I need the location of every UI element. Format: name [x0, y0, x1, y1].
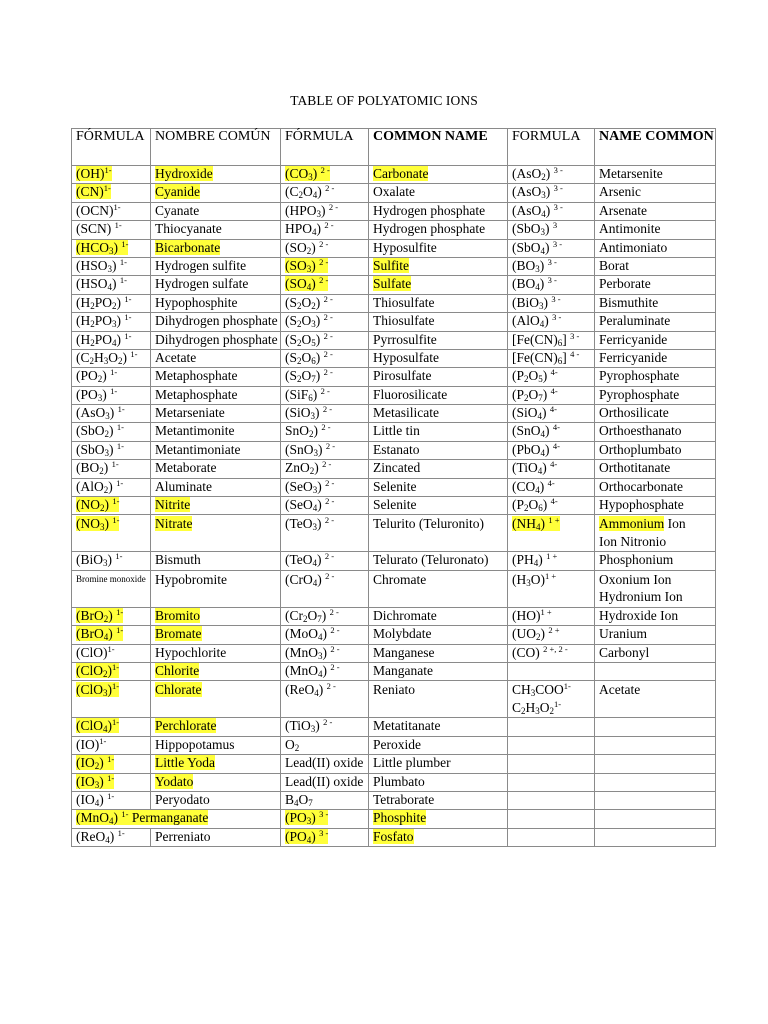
cell-formula-3: (AsO$_4$) $^{3 -}$: [508, 202, 595, 220]
document-title: TABLE OF POLYATOMIC IONS: [290, 93, 478, 108]
table-row: [72, 386, 716, 404]
cell-name: Acetate: [151, 349, 281, 367]
table-row: [72, 257, 716, 275]
cell-formula-3: (SbO$_4$) $^{3 -}$: [508, 239, 595, 257]
cell-name: Metaphosphate: [151, 386, 281, 404]
cell-name: Peryodato: [151, 791, 281, 809]
cell-formula: (SCN) $^{1-}$: [72, 221, 151, 239]
cell-formula-3: (AlO$_4$) $^{3 -}$: [508, 313, 595, 331]
cell-formula-2: $(SO_2)$ $^{2 -}$: [281, 239, 369, 257]
cell-name: Little Yoda: [151, 755, 281, 773]
cell-formula: $(PO_3)$ $^{1-}$: [72, 386, 151, 404]
cell-common-name: Telurito (Teluronito): [369, 515, 508, 552]
cell-common-name: Fluorosilicate: [369, 386, 508, 404]
cell-name: Metaborate: [151, 460, 281, 478]
table-row: [72, 626, 716, 644]
cell-formula-2: $(PO_4)$ $^{3 -}$: [281, 828, 369, 846]
cell-formula: $(C_2H_3O_2)$ $^{1-}$: [72, 349, 151, 367]
cell-formula-2: Lead(II) oxide: [281, 755, 369, 773]
cell-common-name: Pirosulfate: [369, 368, 508, 386]
table-row: [72, 478, 716, 496]
cell-name: Bicarbonate: [151, 239, 281, 257]
table-row: [72, 423, 716, 441]
cell-name: Yodato: [151, 773, 281, 791]
cell-name: Dihydrogen phosphate: [151, 331, 281, 349]
cell-name-common: [595, 773, 716, 791]
cell-name-common: Orthoplumbato: [595, 441, 716, 459]
cell-name: Hypobromite: [151, 570, 281, 607]
cell-formula-3: (SbO$_3$) $^3$: [508, 221, 595, 239]
cell-common-name: Phosphite: [369, 810, 508, 828]
cell-formula-2: SnO$_2$) $^{2 -}$: [281, 423, 369, 441]
cell-name-common: Arsenate: [595, 202, 716, 220]
cell-formula-3: [508, 736, 595, 754]
cell-formula: (OCN)$^{1-}$: [72, 202, 151, 220]
cell-formula-3: [508, 755, 595, 773]
cell-formula: $(IO_2)$ $^{1-}$: [72, 755, 151, 773]
cell-name: Cyanate: [151, 202, 281, 220]
cell-formula-2: $O_2$: [281, 736, 369, 754]
cell-common-name: Metasilicate: [369, 405, 508, 423]
cell-formula-3: $(BO_3)$ $^{3 -}$: [508, 257, 595, 275]
table-row: [72, 755, 716, 773]
cell-name: Aluminate: [151, 478, 281, 496]
cell-name: Bromito: [151, 607, 281, 625]
table-row: [72, 681, 716, 718]
cell-common-name: Fosfato: [369, 828, 508, 846]
cell-formula-2: $(S_2O_5)$ $^{2 -}$: [281, 331, 369, 349]
cell-name-common: Peraluminate: [595, 313, 716, 331]
cell-formula: (BrO$_4$) $^{1-}$: [72, 626, 151, 644]
cell-common-name: Sulfite: [369, 257, 508, 275]
cell-formula: (ReO$_4$) $^{1-}$: [72, 828, 151, 846]
cell-formula-2: $(PO_3)$ $^{3 -}$: [281, 810, 369, 828]
cell-common-name: Thiosulfate: [369, 313, 508, 331]
cell-formula-2: (TiO$_3$) $^{2 -}$: [281, 718, 369, 736]
table-row: [72, 810, 716, 828]
cell-formula-2: $B_4O_7$: [281, 791, 369, 809]
cell-formula-3: [508, 828, 595, 846]
cell-formula: (SbO$_2$) $^{1-}$: [72, 423, 151, 441]
cell-name-common: Orthoesthanato: [595, 423, 716, 441]
cell-formula-3: $(PH_4)$ $^{1 +}$: [508, 552, 595, 570]
cell-formula: (MnO$_4$) $^{1-}$ Permanganate: [72, 810, 281, 828]
cell-name: Dihydrogen phosphate: [151, 313, 281, 331]
cell-common-name: Sulfate: [369, 276, 508, 294]
cell-name-common: Pyrophosphate: [595, 368, 716, 386]
cell-name-common: Hydroxide Ion: [595, 607, 716, 625]
cell-formula-2: $(S_2O_7)$ $^{2 -}$: [281, 368, 369, 386]
cell-name-common: [595, 791, 716, 809]
cell-name-common: Orthocarbonate: [595, 478, 716, 496]
table-row: [72, 460, 716, 478]
cell-formula-2: (SiO$_3$) $^{2 -}$: [281, 405, 369, 423]
cell-name-common: [595, 718, 716, 736]
cell-formula: $(H_2PO_4)$ $^{1-}$: [72, 331, 151, 349]
cell-name: Bromate: [151, 626, 281, 644]
table-row: [72, 736, 716, 754]
table-row: [72, 184, 716, 202]
cell-formula-3: $(NH_4)$ $^{1 +}$: [508, 515, 595, 552]
cell-name-common: Uranium: [595, 626, 716, 644]
cell-common-name: Selenite: [369, 478, 508, 496]
cell-formula-3: $(BO_4)$ $^{3 -}$: [508, 276, 595, 294]
cell-common-name: Plumbato: [369, 773, 508, 791]
table-row: [72, 607, 716, 625]
cell-formula-3: (HO)$^{1 +}$: [508, 607, 595, 625]
cell-formula-2: (CrO$_4$) $^{2 -}$: [281, 570, 369, 607]
cell-formula: $(ClO_2)^{1-}$: [72, 662, 151, 680]
cell-name-common: [595, 662, 716, 680]
header-common-name: COMMON NAME: [369, 129, 508, 166]
header-name-common: NAME COMMON: [595, 129, 716, 166]
table-row: [72, 202, 716, 220]
cell-common-name: Zincated: [369, 460, 508, 478]
cell-formula-2: (MoO$_4$) $^{2 -}$: [281, 626, 369, 644]
cell-formula-3: [508, 791, 595, 809]
cell-formula-3: $(H_3O)^{1 +}$: [508, 570, 595, 607]
cell-formula: $(HSO_4)$ $^{1-}$: [72, 276, 151, 294]
cell-formula: (AsO$_3$) $^{1-}$: [72, 405, 151, 423]
cell-formula-3: $(UO_2)$ $^{2 +}$: [508, 626, 595, 644]
cell-name: Chlorite: [151, 662, 281, 680]
cell-formula: (AlO$_2$) $^{1-}$: [72, 478, 151, 496]
cell-name-common: Antimonite: [595, 221, 716, 239]
table-row: [72, 313, 716, 331]
cell-common-name: Oxalate: [369, 184, 508, 202]
cell-formula-3: [508, 718, 595, 736]
cell-formula: $(ClO_3)^{1-}$: [72, 681, 151, 718]
cell-formula-3: (CO) $^{2 +, 2 -}$: [508, 644, 595, 662]
cell-name-common: Antimoniato: [595, 239, 716, 257]
cell-name: Hippopotamus: [151, 736, 281, 754]
cell-formula-2: $(CO_3)$ $^{2 -}$: [281, 166, 369, 184]
table-row: [72, 791, 716, 809]
cell-name-common: Carbonyl: [595, 644, 716, 662]
table-row: [72, 166, 716, 184]
cell-common-name: Molybdate: [369, 626, 508, 644]
table-row: [72, 552, 716, 570]
cell-formula-3: (TiO$_4$) $^{4-}$: [508, 460, 595, 478]
cell-common-name: Hydrogen phosphate: [369, 221, 508, 239]
cell-common-name: Carbonate: [369, 166, 508, 184]
cell-name-common: Phosphonium: [595, 552, 716, 570]
cell-formula-3: $CH_3COO^{1-}$ $C_2H_3O_2^{1-}$: [508, 681, 595, 718]
cell-formula: $(H_2PO_3)$ $^{1-}$: [72, 313, 151, 331]
cell-formula-3: (PbO$_4$) $^{4-}$: [508, 441, 595, 459]
cell-name: Thiocyanate: [151, 221, 281, 239]
table-row: [72, 331, 716, 349]
table-header-row: [72, 129, 716, 166]
cell-name: Bismuth: [151, 552, 281, 570]
cell-name: Hypophosphite: [151, 294, 281, 312]
cell-formula: (ClO)$^{1-}$: [72, 644, 151, 662]
cell-formula: $(NO_3)$ $^{1-}$: [72, 515, 151, 552]
cell-formula-2: (SnO$_3$) $^{2 -}$: [281, 441, 369, 459]
cell-name-common: Metarsenite: [595, 166, 716, 184]
table-row: [72, 405, 716, 423]
cell-formula: $(BO_2)$ $^{1-}$: [72, 460, 151, 478]
cell-formula-2: $HPO_4$) $^{2 -}$: [281, 221, 369, 239]
cell-name: Hypochlorite: [151, 644, 281, 662]
cell-name-common: Ferricyanide: [595, 349, 716, 367]
cell-formula: Bromine monoxide: [72, 570, 151, 607]
cell-common-name: Peroxide: [369, 736, 508, 754]
cell-name-common: Orthosilicate: [595, 405, 716, 423]
cell-formula-2: $(SO_3)$ $^{2 -}$: [281, 257, 369, 275]
cell-formula: (OH)$^{1-}$: [72, 166, 151, 184]
cell-common-name: Hyposulfate: [369, 349, 508, 367]
cell-formula-3: (AsO$_2$) $^{3 -}$: [508, 166, 595, 184]
cell-formula: (CN)$^{1-}$: [72, 184, 151, 202]
cell-name-common: [595, 810, 716, 828]
cell-formula: $(HSO_3)$ $^{1-}$: [72, 257, 151, 275]
cell-common-name: Little tin: [369, 423, 508, 441]
table-row: [72, 349, 716, 367]
cell-name-common: Pyrophosphate: [595, 386, 716, 404]
cell-formula-3: [508, 810, 595, 828]
cell-name: Metaphosphate: [151, 368, 281, 386]
header-formula-es: FÓRMULA: [72, 129, 151, 166]
cell-formula-3: $(P_2O_5)$ $^{4-}$: [508, 368, 595, 386]
cell-formula-2: (SeO$_4$) $^{2 -}$: [281, 497, 369, 515]
cell-name-common: Borat: [595, 257, 716, 275]
cell-name: Cyanide: [151, 184, 281, 202]
cell-formula: $(HCO_3)$ $^{1-}$: [72, 239, 151, 257]
cell-formula-2: (SeO$_3$) $^{2 -}$: [281, 478, 369, 496]
cell-formula: $(PO_2)$ $^{1-}$: [72, 368, 151, 386]
cell-name: Hydroxide: [151, 166, 281, 184]
table-row: [72, 718, 716, 736]
cell-common-name: Reniato: [369, 681, 508, 718]
cell-name-common: Hypophosphate: [595, 497, 716, 515]
cell-formula-2: ZnO$_2$) $^{2 -}$: [281, 460, 369, 478]
cell-formula-2: $(S_2O_6)$ $^{2 -}$: [281, 349, 369, 367]
cell-name: Perchlorate: [151, 718, 281, 736]
cell-name-common: Orthotitanate: [595, 460, 716, 478]
table-row: [72, 644, 716, 662]
cell-name-common: Acetate: [595, 681, 716, 718]
cell-formula-2: $(SO_4)$ $^{2 -}$: [281, 276, 369, 294]
table-row: [72, 221, 716, 239]
table-row: [72, 570, 716, 607]
cell-name-common: Ferricyanide: [595, 331, 716, 349]
cell-formula-3: $[Fe(CN)_6]$ $^{4 -}$: [508, 349, 595, 367]
cell-name-common: [595, 828, 716, 846]
cell-name: Nitrite: [151, 497, 281, 515]
polyatomic-ions-table: [71, 128, 716, 847]
table-row: [72, 497, 716, 515]
cell-formula-2: (ReO$_4$) $^{2 -}$: [281, 681, 369, 718]
cell-formula-2: (SiF$_6$) $^{2 -}$: [281, 386, 369, 404]
cell-common-name: Pyrrosulfite: [369, 331, 508, 349]
cell-common-name: Metatitanate: [369, 718, 508, 736]
table-row: [72, 662, 716, 680]
cell-common-name: Little plumber: [369, 755, 508, 773]
cell-common-name: Estanato: [369, 441, 508, 459]
cell-name-common: Ammonium Ion Ion Nitronio: [595, 515, 716, 552]
table-row: [72, 515, 716, 552]
table-row: [72, 276, 716, 294]
cell-name: Metarseniate: [151, 405, 281, 423]
cell-formula: $(ClO_4)^{1-}$: [72, 718, 151, 736]
cell-formula-2: (MnO$_3$) $^{2 -}$: [281, 644, 369, 662]
cell-formula-3: (BiO$_3$) $^{3 -}$: [508, 294, 595, 312]
cell-formula-2: Lead(II) oxide: [281, 773, 369, 791]
cell-common-name: Selenite: [369, 497, 508, 515]
cell-common-name: Dichromate: [369, 607, 508, 625]
cell-common-name: Telurato (Teluronato): [369, 552, 508, 570]
cell-common-name: Thiosulfate: [369, 294, 508, 312]
cell-formula: $(IO_4)$ $^{1-}$: [72, 791, 151, 809]
table-row: [72, 828, 716, 846]
cell-formula-2: $(Cr_2O_7)$ $^{2 -}$: [281, 607, 369, 625]
cell-formula-2: $(HPO_3)$ $^{2 -}$: [281, 202, 369, 220]
cell-formula-2: (MnO$_4$) $^{2 -}$: [281, 662, 369, 680]
cell-common-name: Hydrogen phosphate: [369, 202, 508, 220]
cell-formula: $(NO_2)$ $^{1-}$: [72, 497, 151, 515]
cell-common-name: Manganese: [369, 644, 508, 662]
cell-formula-3: (AsO$_3$) $^{3 -}$: [508, 184, 595, 202]
cell-formula-3: $(P_2O_7)$ $^{4-}$: [508, 386, 595, 404]
table-row: [72, 294, 716, 312]
cell-formula: $(H_2PO_2)$ $^{1-}$: [72, 294, 151, 312]
table-body: [72, 129, 716, 847]
cell-name: Perreniato: [151, 828, 281, 846]
header-common-name-es: NOMBRE COMÚN: [151, 129, 281, 166]
cell-name-common: Oxonium Ion Hydronium Ion: [595, 570, 716, 607]
cell-name: Hydrogen sulfate: [151, 276, 281, 294]
cell-formula: (SbO$_3$) $^{1-}$: [72, 441, 151, 459]
cell-name: Chlorate: [151, 681, 281, 718]
cell-common-name: Chromate: [369, 570, 508, 607]
cell-formula-3: [508, 662, 595, 680]
cell-formula-3: (SiO$_4$) $^{4-}$: [508, 405, 595, 423]
cell-name-common: [595, 736, 716, 754]
cell-common-name: Hyposulfite: [369, 239, 508, 257]
cell-formula: (BiO$_3$) $^{1-}$: [72, 552, 151, 570]
cell-name: Metantimonite: [151, 423, 281, 441]
cell-formula: (BrO$_2$) $^{1-}$: [72, 607, 151, 625]
cell-name: Metantimoniate: [151, 441, 281, 459]
cell-formula-2: $(C_2O_4)$ $^{2 -}$: [281, 184, 369, 202]
cell-formula: (IO)$^{1-}$: [72, 736, 151, 754]
cell-name: Hydrogen sulfite: [151, 257, 281, 275]
cell-formula-3: $[Fe(CN)_6]$ $^{3 -}$: [508, 331, 595, 349]
cell-name-common: [595, 755, 716, 773]
cell-name-common: Arsenic: [595, 184, 716, 202]
table-row: [72, 239, 716, 257]
table-row: [72, 441, 716, 459]
cell-formula: $(IO_3)$ $^{1-}$: [72, 773, 151, 791]
table-row: [72, 368, 716, 386]
cell-common-name: Tetraborate: [369, 791, 508, 809]
cell-formula-3: $(P_2O_6)$ $^{4-}$: [508, 497, 595, 515]
cell-formula-2: (TeO$_3$) $^{2 -}$: [281, 515, 369, 552]
cell-formula-2: $(S_2O_2)$ $^{2 -}$: [281, 294, 369, 312]
cell-formula-3: [508, 773, 595, 791]
cell-name-common: Perborate: [595, 276, 716, 294]
table-row: [72, 773, 716, 791]
cell-formula-2: $(S_2O_3)$ $^{2 -}$: [281, 313, 369, 331]
cell-common-name: Manganate: [369, 662, 508, 680]
cell-formula-2: (TeO$_4$) $^{2 -}$: [281, 552, 369, 570]
cell-name: Nitrate: [151, 515, 281, 552]
cell-formula-3: (SnO$_4$) $^{4-}$: [508, 423, 595, 441]
header-formula-2: FÓRMULA: [281, 129, 369, 166]
cell-name-common: Bismuthite: [595, 294, 716, 312]
header-formula-3: FORMULA: [508, 129, 595, 166]
cell-formula-3: $(CO_4)$ $^{4-}$: [508, 478, 595, 496]
